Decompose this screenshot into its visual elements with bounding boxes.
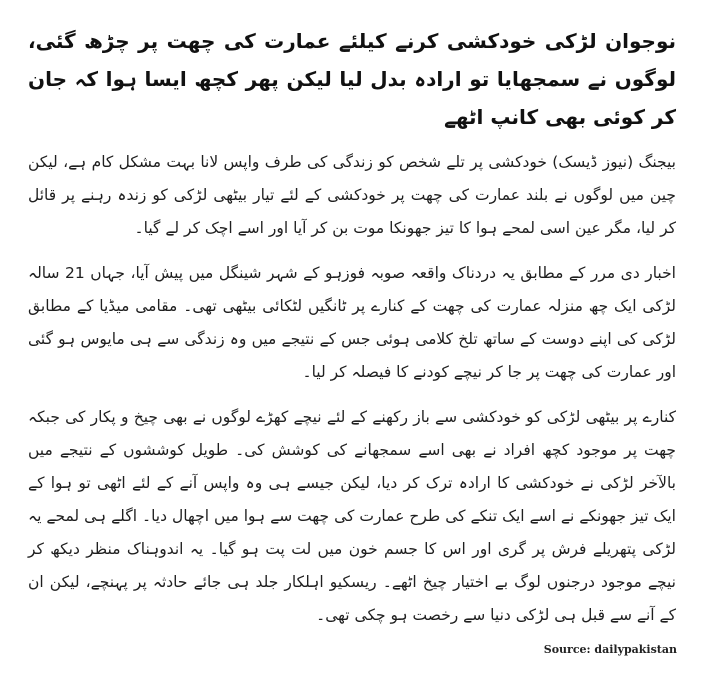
article-paragraph: کنارے پر بیٹھی لڑکی کو خودکشی سے باز رکھنے کے لئے نیچے کھڑے لوگوں نے بھی چیخ و پکار کی جبکہ چھت پر موجود کچھ افراد نے بھی اسے سمجھانے کی کوشش کی۔ طویل کوششوں کے نتیجے میں بالآخر لڑکی نے خودکشی کا ارادہ ترک کر دیا، لیکن جیسے ہی وہ واپس آنے کے لئے اٹھی تو ہوا کے ایک تیز جھونکے نے اسے ایک تنکے کی طرح عمارت کی چھت سے ہوا میں اچھال دیا۔ اگلے ہی لمحے یہ لڑکی پتھریلے فرش پر گری اور اس کا جسم خون میں لت پت ہو گیا۔ یہ اندوہناک منظر دیکھ کر نیچے موجود درجنوں لوگ بے اختیار چیخ اٹھے۔ ریسکیو اہلکار جلد ہی جائے حادثہ پر پہنچے، لیکن ان کے آنے سے قبل ہی لڑکی دنیا سے رخصت ہو چکی تھی۔ — [28, 408, 676, 624]
article — [28, 22, 676, 644]
article-headline: نوجوان لڑکی خودکشی کرنے کیلئے عمارت کی چھت پر چڑھ گئی، لوگوں نے سمجھایا تو ارادہ بدل لیا لیکن پھر کچھ ایسا ہوا کہ جان کر کوئی بھی کانپ اٹھے — [28, 29, 676, 129]
source-credit: Source: dailypakistan — [543, 643, 677, 656]
article-paragraph: اخبار دی مرر کے مطابق یہ دردناک واقعہ صوبہ فوزہو کے شہر شینگل میں پیش آیا، جہاں 21 سالہ لڑکی ایک چھ منزلہ عمارت کی چھت کے کنارے پر ٹانگیں لٹکائی بیٹھی تھی۔ مقامی میڈیا کے مطابق لڑکی کی اپنے دوست کے ساتھ تلخ کلامی ہوئی جس کے نتیجے میں وہ زندگی سے ہی مایوس ہو گئی اور عمارت کی چھت پر جا کر نیچے کودنے کا فیصلہ کر لیا۔ — [28, 264, 676, 381]
article-paragraph: بیجنگ (نیوز ڈیسک) خودکشی پر تلے شخص کو زندگی کی طرف واپس لانا بہت مشکل کام ہے، لیکن چین میں لوگوں نے بلند عمارت کی چھت پر خودکشی کے لئے تیار بیٹھی لڑکی کو زندہ رہنے پر قائل کر لیا، مگر عین اسی لمحے ہوا کا تیز جھونکا موت بن کر آیا اور اسے اچک کر لے گیا۔ — [28, 153, 676, 237]
